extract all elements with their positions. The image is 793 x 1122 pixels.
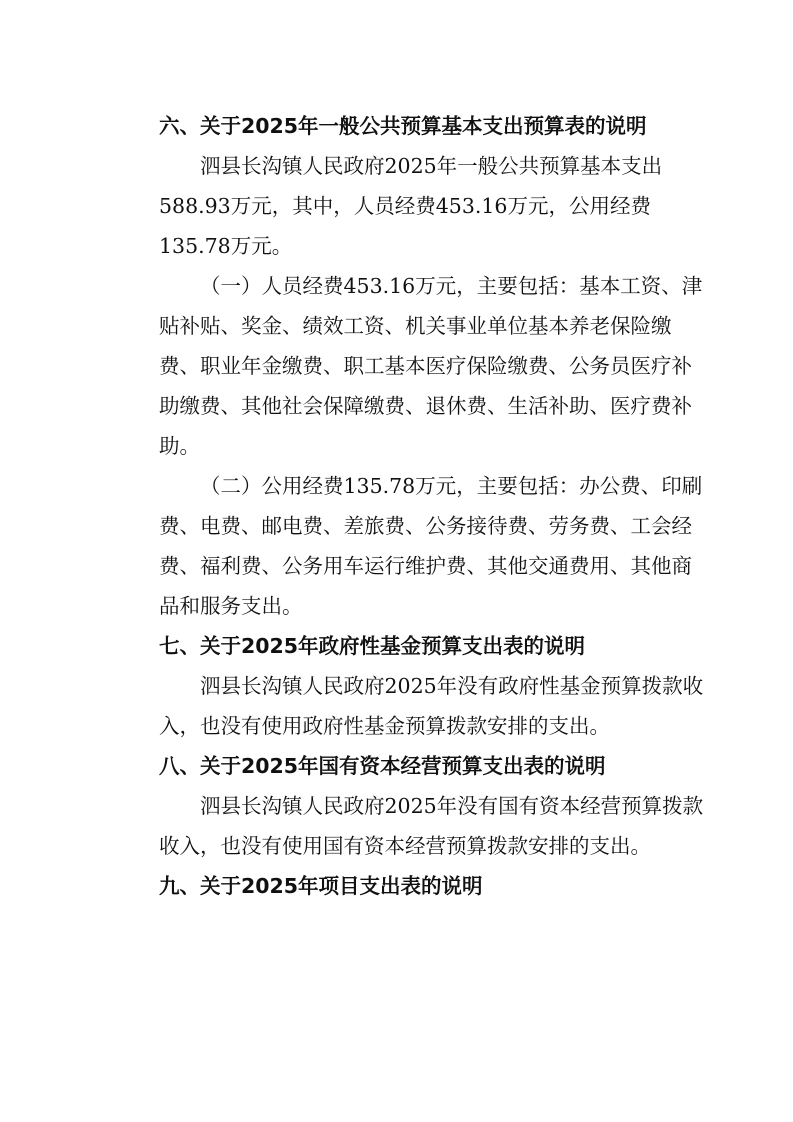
section-seven-heading: 七、关于2025年政府性基金预算支出表的说明 [159, 634, 586, 658]
paragraph-line: 泗县长沟镇人民政府2025年没有政府性基金预算拨款收 [200, 674, 704, 698]
paragraph-line: 助缴费、其他社会保障缴费、退休费、生活补助、医疗费补 [159, 394, 692, 418]
section-eight-paragraph [118, 786, 704, 866]
paragraph-line: 助。 [159, 434, 200, 458]
paragraph-line: 费、福利费、公务用车运行维护费、其他交通费用、其他商 [159, 554, 692, 578]
paragraph-line: 品和服务支出。 [159, 594, 303, 618]
paragraph-line: 费、职业年金缴费、职工基本医疗保险缴费、公务员医疗补 [159, 354, 692, 378]
paragraph-line: 135.78万元。 [159, 234, 293, 258]
document-content [118, 106, 704, 906]
section-six-intro-paragraph [118, 146, 674, 266]
paragraph-line: 收入，也没有使用国有资本经营预算拨款安排的支出。 [159, 834, 651, 858]
paragraph-line: 贴补贴、奖金、绩效工资、机关事业单位基本养老保险缴 [159, 314, 672, 338]
paragraph-line: 入，也没有使用政府性基金预算拨款安排的支出。 [159, 714, 610, 738]
section-six-heading: 六、关于2025年一般公共预算基本支出预算表的说明 [159, 114, 647, 138]
paragraph-line: 泗县长沟镇人民政府2025年没有国有资本经营预算拨款 [200, 794, 704, 818]
section-six-public-paragraph [118, 466, 703, 626]
paragraph-line: （一）人员经费453.16万元，主要包括：基本工资、津 [200, 274, 703, 298]
paragraph-line: （二）公用经费135.78万元，主要包括：办公费、印刷 [200, 474, 703, 498]
paragraph-line: 泗县长沟镇人民政府2025年一般公共预算基本支出 [200, 154, 663, 178]
section-eight-heading: 八、关于2025年国有资本经营预算支出表的说明 [159, 754, 606, 778]
section-nine-heading: 九、关于2025年项目支出表的说明 [159, 874, 483, 898]
paragraph-line: 588.93万元，其中，人员经费453.16万元，公用经费 [159, 194, 651, 218]
paragraph-line: 费、电费、邮电费、差旅费、公务接待费、劳务费、工会经 [159, 514, 692, 538]
section-seven-paragraph [118, 666, 704, 746]
section-six-personnel-paragraph [118, 266, 703, 466]
